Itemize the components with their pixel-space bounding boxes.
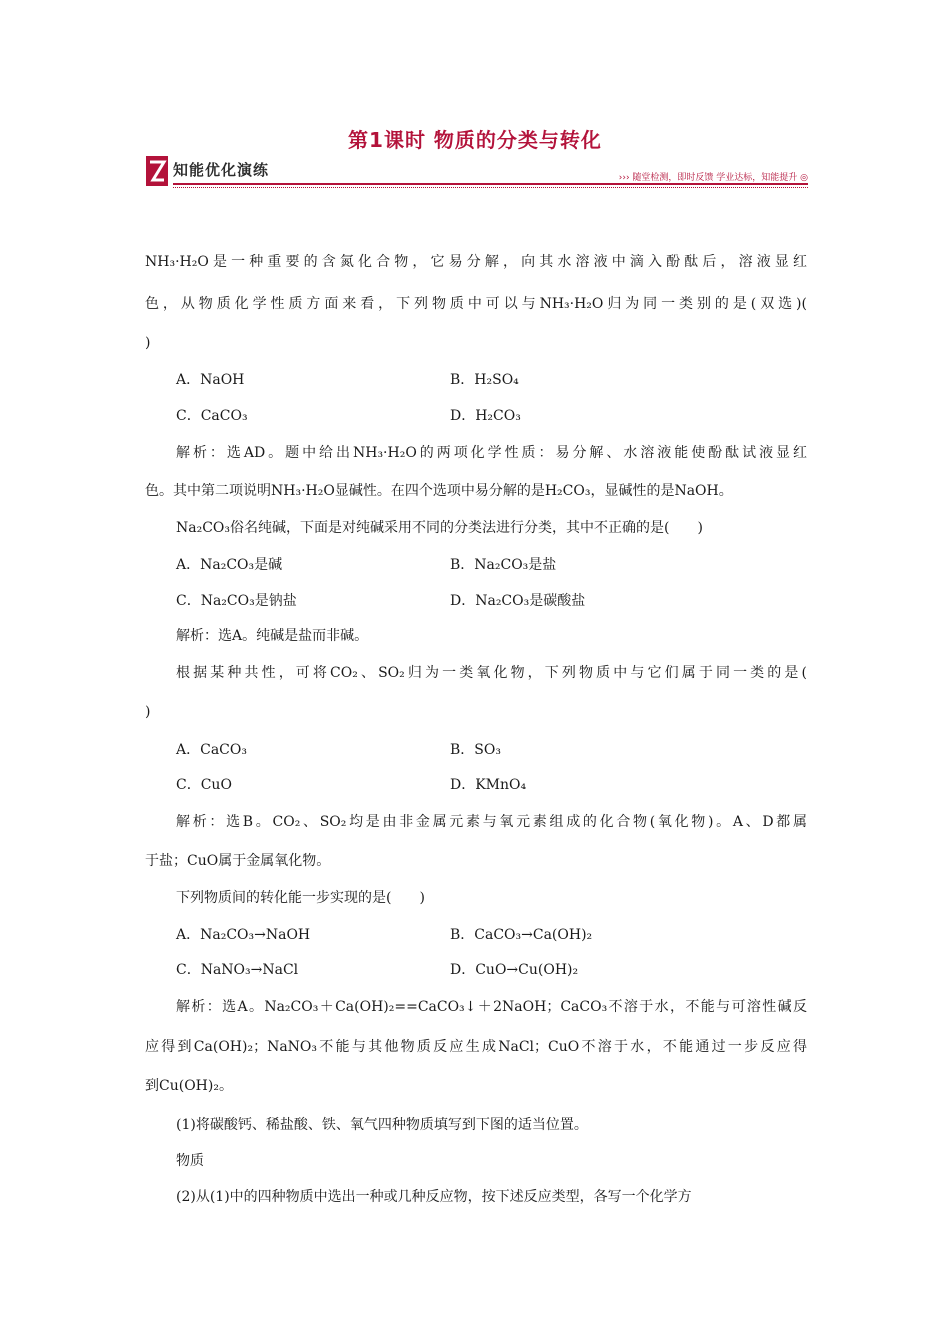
q1-stem-line-3: ) [145, 335, 151, 351]
q2-stem: Na₂CO₃俗名纯碱，下面是对纯碱采用不同的分类法进行分类，其中不正确的是( ) [176, 520, 703, 536]
q1-option-b: B．H₂SO₄ [450, 372, 519, 388]
q1-option-d: D．H₂CO₃ [450, 408, 521, 424]
q4-answer-line-2: 应得到Ca(OH)₂；NaNO₃不能与其他物质反应生成NaCl；CuO不溶于水，不能通过一步反应得 [145, 1039, 807, 1055]
section-rule [173, 183, 808, 185]
q1-answer-line-1: 解析：选AD。题中给出NH₃·H₂O的两项化学性质：易分解、水溶液能使酚酞试液显红 [176, 445, 807, 461]
q2-option-d: D．Na₂CO₃是碳酸盐 [450, 593, 586, 609]
q2-answer: 解析：选A。纯碱是盐而非碱。 [176, 628, 369, 644]
q3-option-c: C．CuO [176, 777, 232, 793]
q3-answer-line-2: 于盐；CuO属于金属氧化物。 [145, 853, 331, 869]
q4-option-a: A．Na₂CO₃→NaOH [176, 927, 311, 943]
section-heading: 知能优化演练 [173, 161, 270, 179]
q4-answer-line-1: 解析：选A。Na₂CO₃＋Ca(OH)₂==CaCO₃↓＋2NaOH；CaCO₃不溶于水，不能与可溶性碱反 [176, 999, 807, 1015]
q5-part-1: (1)将碳酸钙、稀盐酸、铁、氧气四种物质填写到下图的适当位置。 [176, 1117, 588, 1133]
q1-option-c: C．CaCO₃ [176, 408, 248, 424]
q1-option-a: A．NaOH [176, 372, 245, 388]
q1-stem-line-2: 色，从物质化学性质方面来看，下列物质中可以与NH₃·H₂O归为同一类别的是(双选)( [145, 296, 807, 312]
q3-option-a: A．CaCO₃ [176, 742, 247, 758]
q1-stem-line-1: NH₃·H₂O是一种重要的含氮化合物，它易分解，向其水溶液中滴入酚酞后，溶液显红 [145, 254, 807, 270]
q5-part-2: (2)从(1)中的四种物质中选出一种或几种反应物，按下述反应类型，各写一个化学方 [176, 1189, 692, 1205]
q4-option-c: C．NaNO₃→NaCl [176, 962, 299, 978]
q3-stem-line-1: 根据某种共性，可将CO₂、SO₂归为一类氧化物，下列物质中与它们属于同一类的是( [176, 665, 807, 681]
q5-diagram-label: 物质 [176, 1153, 204, 1169]
q3-answer-line-1: 解析：选B。CO₂、SO₂均是由非金属元素与氧元素组成的化合物(氧化物)。A、D都属 [176, 814, 807, 830]
q2-option-b: B．Na₂CO₃是盐 [450, 557, 557, 573]
q3-stem-line-2: ) [145, 704, 151, 720]
q2-option-c: C．Na₂CO₃是钠盐 [176, 593, 297, 609]
q3-option-b: B．SO₃ [450, 742, 501, 758]
q1-answer-line-2: 色。其中第二项说明NH₃·H₂O显碱性。在四个选项中易分解的是H₂CO₃，显碱性的是NaOH。 [145, 483, 733, 499]
q2-option-a: A．Na₂CO₃是碱 [176, 557, 283, 573]
section-tagline: ››› 随堂检测，即时反馈 学业达标，知能提升 ◎ [618, 173, 808, 183]
page-title: 第1课时 物质的分类与转化 [348, 128, 602, 152]
q4-option-d: D．CuO→Cu(OH)₂ [450, 962, 579, 978]
q4-option-b: B．CaCO₃→Ca(OH)₂ [450, 927, 593, 943]
q4-answer-line-3: 到Cu(OH)₂。 [145, 1078, 233, 1094]
section-logo-icon [146, 156, 168, 186]
section-rule-dotted [173, 187, 808, 188]
section-header [146, 156, 808, 190]
q4-stem: 下列物质间的转化能一步实现的是( ) [176, 890, 425, 906]
q3-option-d: D．KMnO₄ [450, 777, 527, 793]
